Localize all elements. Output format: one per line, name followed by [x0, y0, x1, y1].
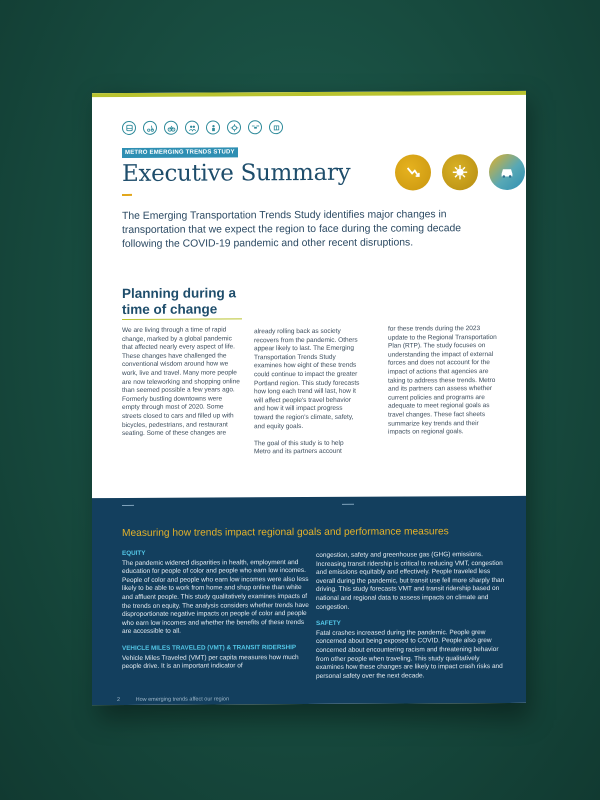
measures-heading: Measuring how trends impact regional goals and performance measures — [122, 526, 449, 539]
vmt-label: VEHICLE MILES TRAVELED (VMT) & TRANSIT RIDERSHIP — [122, 644, 297, 652]
title-underline — [122, 194, 132, 196]
vmt-continued-text: congestion, safety and greenhouse gas (GHG) emissions. Increasing transit ridership is critical to reducing VMT, congestion and emissions equitably and effectively. People traveled less overall during the pandemic, but transit use fell more sharply than driving. This study forecasts VMT and transit ridership based on national and regional data to assess impacts on climate and congestion. — [316, 551, 505, 611]
planning-col2-paragraph-2: The goal of this study is to help Metro and its partners account — [254, 439, 344, 456]
planning-column-3 — [388, 325, 500, 437]
section-heading-planning: Planning during a time of change — [122, 285, 236, 317]
document-page — [92, 91, 526, 705]
vmt-text: Vehicle Miles Traveled (VMT) per capita measures how much people drive. It is an important indicator of — [122, 653, 299, 671]
safety-label: SAFETY — [316, 619, 341, 628]
virus-icon — [227, 120, 241, 134]
measures-column-2 — [316, 551, 508, 681]
downtrend-icon — [395, 154, 431, 190]
drone-icon — [248, 120, 262, 134]
planning-column-2 — [254, 328, 362, 457]
scooter-icon — [143, 121, 157, 135]
page-footer — [117, 696, 229, 703]
page-number: 2 — [117, 696, 121, 704]
delivery-icon — [269, 120, 283, 134]
measures-column-1 — [122, 549, 312, 672]
page-title: Executive Summary — [122, 159, 351, 187]
equity-text: The pandemic widened disparities in health, employment and education for people of color and people who earn low incomes. People of color and people who earn low incomes were also less likely to be able to work from home and shop online than white and affluent people. This study qualitatively examines impacts of the trends on equity. The analysis considers whether trends have disproportionate negative impacts on people of color and people who earn low incomes and whether the benefits of these trends are accessible to all. — [122, 558, 309, 636]
planning-col2-paragraph-1: already rolling back as society recovers from the pandemic. Others appear likely to last. The Emerging Transportation Trends Study examines how eight of these trends could continue to impact the greater Portland region. This study forecasts how long each trend will last, how it will affect people's travel behavior and how it will impact progress toward the region's climate, safety, and equity goals. — [254, 327, 360, 430]
group-icon — [185, 121, 199, 135]
intro-paragraph: The Emerging Transportation Trends Study identifies major changes in transportation that we expect the region to face during the coming decade following the COVID-19 pandemic and other recent disruptions. — [122, 209, 462, 250]
safety-text: Fatal crashes increased during the pandemic. People grew concerned about being exposed to COVID. People also grew concerned about encountering racism and threatening behavior from other people when traveling. This study qualitatively examines how these changes are likely to impact crash risks and personal safety over the next decade. — [316, 628, 503, 680]
measures-panel — [92, 496, 526, 705]
panel-divider-right — [342, 504, 354, 505]
section-underline — [122, 318, 242, 320]
trend-icon-row — [122, 120, 283, 135]
running-title: How emerging trends affect our region — [135, 696, 230, 703]
top-accent-bar — [92, 91, 526, 97]
planning-column-1 — [122, 326, 240, 438]
virus-icon-large — [442, 154, 478, 190]
equity-label: EQUITY — [122, 549, 146, 557]
series-tag: METRO EMERGING TRENDS STUDY — [122, 147, 238, 158]
planning-col1-text: We are living through a time of rapid change, marked by a global pandemic that affected nearly every aspect of life. These changes have challenged the conventional wisdom around how we work, live and travel. Many more people are now teleworking and shopping online than seemed possible a few years ago. Formerly bustling downtowns were empty through most of 2020. Some streets closed to cars and filled up with bicycles, pedestrians, and restaurant seating. Some of these changes are — [122, 326, 240, 438]
people-icon — [206, 120, 220, 134]
car-icon — [489, 154, 525, 190]
bus-icon — [122, 121, 136, 135]
panel-divider-left — [122, 505, 134, 506]
bike-icon — [164, 121, 178, 135]
planning-col3-text: for these trends during the 2023 update to the Regional Transportation Plan (RTP). The study focuses on understanding the impact of external forces and does not account for the impact of actions that agencies are taking to address these trends. Metro and its partners can assess whether current policies and programs are adequate to meet regional goals as travel changes. These fact sheets summarize key trends and their impacts on regional goals. — [388, 325, 497, 436]
